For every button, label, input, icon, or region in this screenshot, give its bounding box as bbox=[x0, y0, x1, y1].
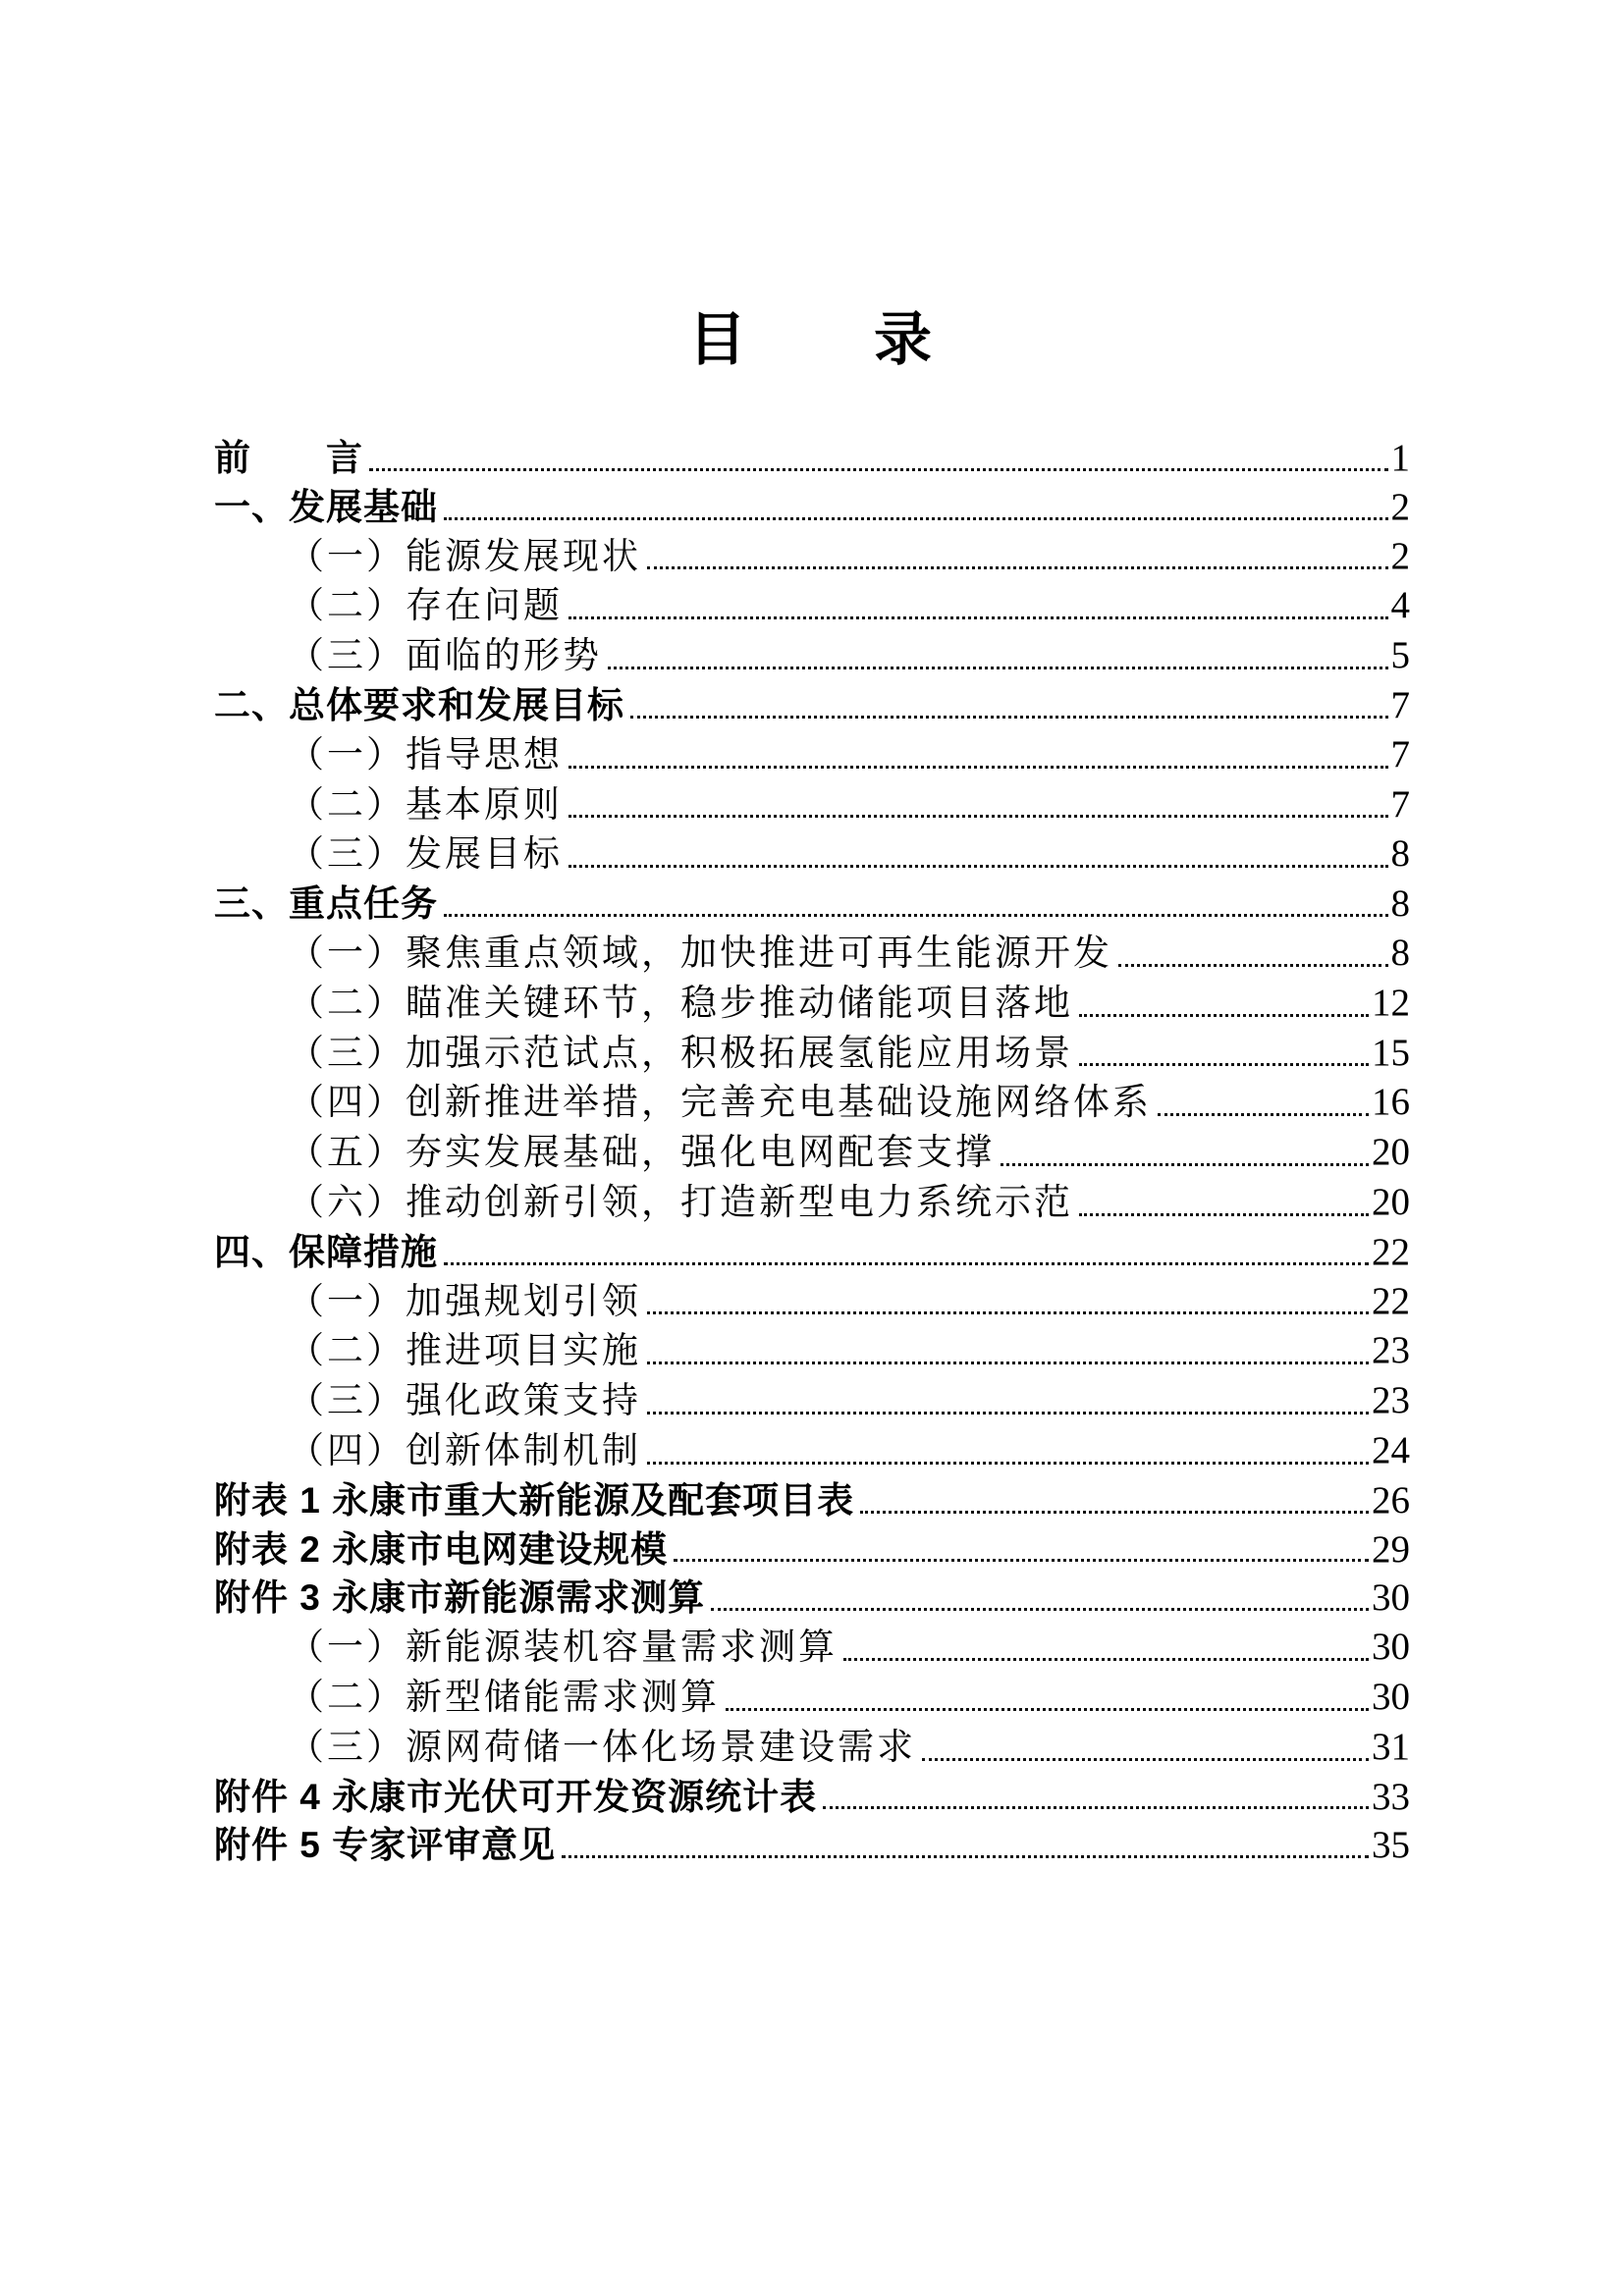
toc-dot-leader bbox=[674, 1559, 1369, 1562]
toc-dot-leader bbox=[922, 1758, 1369, 1761]
toc-entry[interactable] bbox=[214, 1723, 1410, 1773]
toc-dot-leader bbox=[1118, 964, 1388, 967]
toc-entry[interactable] bbox=[214, 532, 1410, 582]
toc-entry[interactable] bbox=[214, 1673, 1410, 1723]
toc-entry[interactable] bbox=[214, 929, 1410, 979]
toc-dot-leader bbox=[568, 815, 1388, 818]
toc-page-number: 23 bbox=[1372, 1329, 1410, 1372]
toc-entry[interactable] bbox=[214, 1178, 1410, 1228]
toc-dot-leader bbox=[647, 1412, 1369, 1415]
toc-page-number: 1 bbox=[1390, 437, 1410, 479]
page-title: 目 录 bbox=[687, 307, 936, 372]
toc-entry-label: （二）瞄准关键环节，稳步推动储能项目落地 bbox=[288, 983, 1073, 1024]
toc-entry[interactable] bbox=[214, 1476, 1410, 1525]
toc-entry-label: （五）夯实发展基础，强化电网配套支撑 bbox=[288, 1133, 995, 1174]
toc-entry[interactable] bbox=[214, 1277, 1410, 1327]
toc-entry-label: （三）面临的形势 bbox=[288, 636, 602, 677]
toc-entry-label: 前 言 bbox=[214, 438, 363, 478]
toc-page-number: 7 bbox=[1390, 782, 1410, 826]
toc-entry-label: （一）加强规划引领 bbox=[288, 1281, 641, 1322]
toc-dot-leader bbox=[647, 1311, 1369, 1314]
toc-dot-leader bbox=[647, 1462, 1369, 1465]
toc-entry[interactable] bbox=[214, 1821, 1410, 1870]
toc-entry[interactable] bbox=[214, 1376, 1410, 1426]
toc-entry-label: 三、重点任务 bbox=[214, 883, 438, 925]
toc-dot-leader bbox=[647, 1362, 1369, 1364]
toc-page-number: 35 bbox=[1372, 1824, 1410, 1867]
toc-entry[interactable] bbox=[214, 780, 1410, 830]
toc-page-number: 30 bbox=[1372, 1626, 1410, 1669]
toc-entry-label: （四）创新体制机制 bbox=[288, 1430, 641, 1471]
toc-entry[interactable] bbox=[214, 730, 1410, 780]
toc-entry-label: 附表 1 永康市重大新能源及配套项目表 bbox=[214, 1479, 855, 1521]
toc-entry[interactable] bbox=[214, 1326, 1410, 1376]
toc-page-number: 26 bbox=[1372, 1478, 1410, 1522]
toc-page-number: 12 bbox=[1372, 981, 1410, 1024]
toc-dot-leader bbox=[1158, 1113, 1369, 1116]
toc-page-number: 33 bbox=[1372, 1775, 1410, 1818]
toc-entry-label: （二）推进项目实施 bbox=[288, 1331, 641, 1372]
toc-entry[interactable] bbox=[214, 1426, 1410, 1476]
toc-entry-label: （一）能源发展现状 bbox=[288, 536, 641, 577]
toc-page-number: 22 bbox=[1372, 1230, 1410, 1273]
toc-entry[interactable] bbox=[214, 483, 1410, 532]
toc-dot-leader bbox=[630, 716, 1388, 719]
toc-entry-label: 一、发展基础 bbox=[214, 486, 438, 527]
toc-dot-leader bbox=[823, 1806, 1369, 1809]
toc-entry-label: 四、保障措施 bbox=[214, 1231, 438, 1272]
toc-entry[interactable] bbox=[214, 581, 1410, 631]
toc-entry-label: 附件 5 专家评审意见 bbox=[214, 1825, 557, 1866]
toc-page-number: 29 bbox=[1372, 1527, 1410, 1571]
toc-page-number: 30 bbox=[1372, 1675, 1410, 1718]
toc-entry-label: 二、总体要求和发展目标 bbox=[214, 684, 624, 725]
toc-entry-label: （六）推动创新引领，打造新型电力系统示范 bbox=[288, 1182, 1073, 1223]
toc-page-number: 7 bbox=[1390, 683, 1410, 726]
toc-page-number: 5 bbox=[1390, 634, 1410, 677]
toc-entry[interactable] bbox=[214, 434, 1410, 483]
toc-dot-leader bbox=[568, 766, 1388, 769]
toc-dot-leader bbox=[444, 517, 1388, 520]
toc-entry[interactable] bbox=[214, 1574, 1410, 1623]
toc-page-number: 8 bbox=[1390, 882, 1410, 926]
toc-page-number: 31 bbox=[1372, 1725, 1410, 1768]
toc-dot-leader bbox=[1079, 1014, 1369, 1017]
toc-entry[interactable] bbox=[214, 1623, 1410, 1673]
toc-entry[interactable] bbox=[214, 829, 1410, 880]
toc-page-number: 8 bbox=[1390, 832, 1410, 876]
toc-entry-label: （一）新能源装机容量需求测算 bbox=[288, 1628, 838, 1669]
toc-page-number: 20 bbox=[1372, 1131, 1410, 1174]
toc-entry[interactable] bbox=[214, 880, 1410, 929]
toc-entry[interactable] bbox=[214, 631, 1410, 681]
toc-entry[interactable] bbox=[214, 1773, 1410, 1822]
toc-entry-label: （三）强化政策支持 bbox=[288, 1381, 641, 1422]
toc-entry[interactable] bbox=[214, 979, 1410, 1029]
toc-entry-label: （二）存在问题 bbox=[288, 586, 563, 627]
toc-dot-leader bbox=[608, 667, 1388, 669]
toc-page-number: 2 bbox=[1390, 534, 1410, 577]
toc-page-number: 2 bbox=[1390, 485, 1410, 528]
toc-page-number: 23 bbox=[1372, 1379, 1410, 1422]
toc-page-number: 20 bbox=[1372, 1180, 1410, 1223]
table-of-contents bbox=[214, 434, 1410, 1870]
toc-entry-label: （一）聚焦重点领域，加快推进可再生能源开发 bbox=[288, 933, 1112, 974]
toc-dot-leader bbox=[1001, 1163, 1369, 1166]
toc-page-number: 24 bbox=[1372, 1428, 1410, 1471]
toc-dot-leader bbox=[568, 865, 1388, 868]
toc-dot-leader bbox=[444, 1262, 1369, 1265]
toc-entry-label: （二）基本原则 bbox=[288, 784, 563, 826]
toc-dot-leader bbox=[1079, 1063, 1369, 1066]
toc-entry[interactable] bbox=[214, 1228, 1410, 1277]
toc-page-number: 30 bbox=[1372, 1576, 1410, 1620]
toc-dot-leader bbox=[711, 1608, 1369, 1611]
toc-entry[interactable] bbox=[214, 681, 1410, 730]
toc-page-number: 8 bbox=[1390, 931, 1410, 974]
toc-dot-leader bbox=[444, 914, 1388, 917]
toc-dot-leader bbox=[726, 1708, 1369, 1711]
toc-entry-label: （三）发展目标 bbox=[288, 834, 563, 876]
toc-entry-label: （四）创新推进举措，完善充电基础设施网络体系 bbox=[288, 1083, 1152, 1124]
toc-dot-leader bbox=[647, 566, 1388, 569]
toc-page-number: 4 bbox=[1390, 584, 1410, 627]
toc-dot-leader bbox=[562, 1855, 1369, 1858]
toc-entry-label: （一）指导思想 bbox=[288, 734, 563, 775]
toc-page-number: 16 bbox=[1372, 1081, 1410, 1124]
toc-entry[interactable] bbox=[214, 1128, 1410, 1178]
toc-entry-label: （二）新型储能需求测算 bbox=[288, 1677, 720, 1718]
toc-entry-label: 附件 4 永康市光伏可开发资源统计表 bbox=[214, 1776, 818, 1817]
toc-dot-leader bbox=[568, 616, 1388, 619]
toc-entry-label: （三）源网荷储一体化场景建设需求 bbox=[288, 1727, 916, 1768]
toc-page-number: 22 bbox=[1372, 1279, 1410, 1322]
toc-dot-leader bbox=[369, 468, 1388, 471]
toc-page-number: 15 bbox=[1372, 1031, 1410, 1074]
toc-entry[interactable] bbox=[214, 1078, 1410, 1128]
toc-dot-leader bbox=[860, 1511, 1369, 1514]
toc-entry-label: 附件 3 永康市新能源需求测算 bbox=[214, 1577, 706, 1619]
toc-page-number: 7 bbox=[1390, 732, 1410, 775]
toc-dot-leader bbox=[843, 1658, 1369, 1661]
toc-entry-label: 附表 2 永康市电网建设规模 bbox=[214, 1528, 669, 1570]
toc-entry[interactable] bbox=[214, 1525, 1410, 1575]
toc-entry[interactable] bbox=[214, 1029, 1410, 1079]
toc-dot-leader bbox=[1079, 1213, 1369, 1216]
toc-entry-label: （三）加强示范试点，积极拓展氢能应用场景 bbox=[288, 1033, 1073, 1074]
